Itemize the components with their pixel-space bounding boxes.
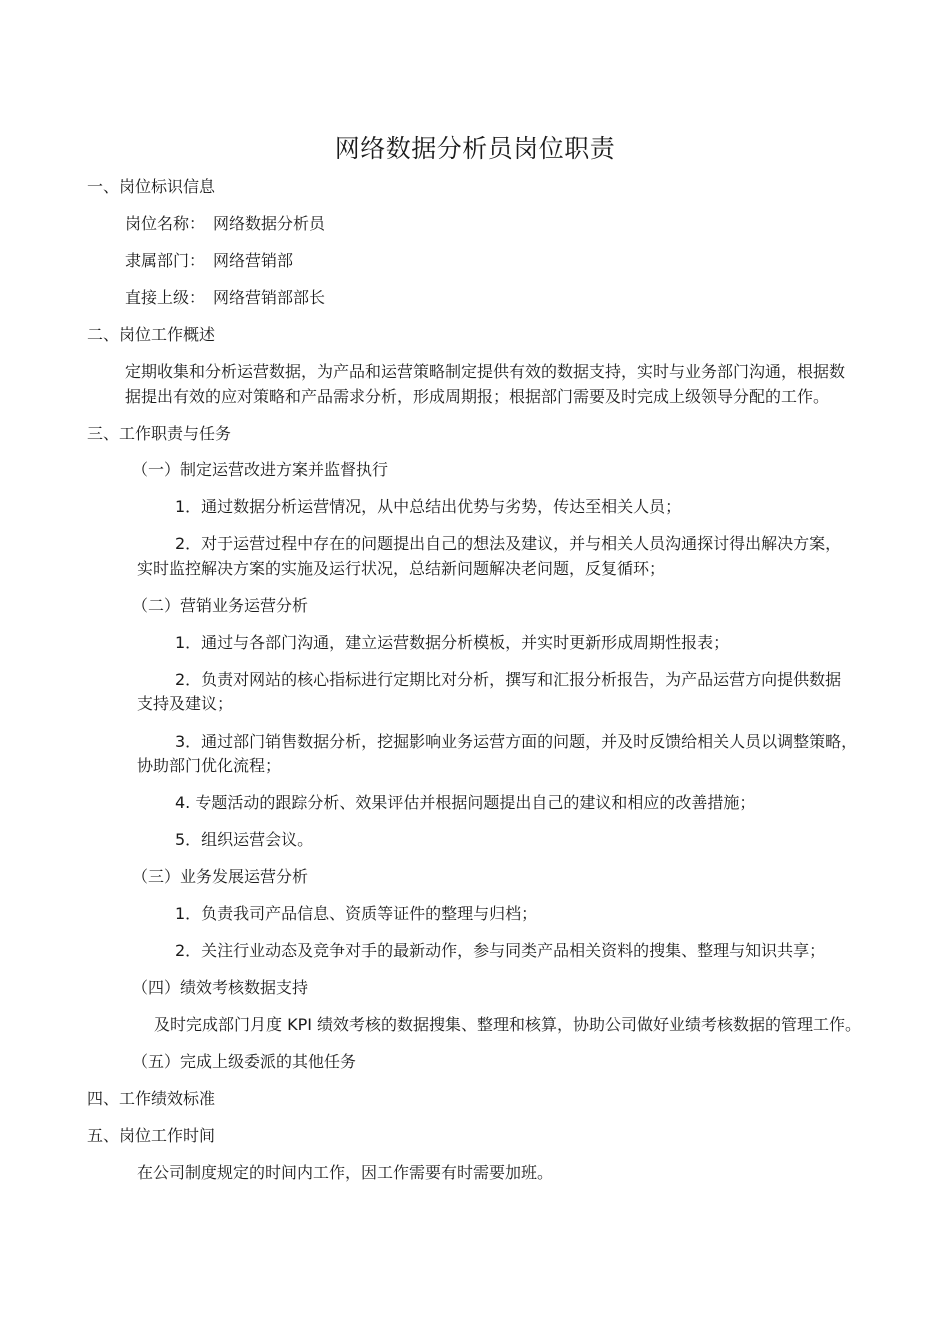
sub-1-item-2-line-1: 2．对于运营过程中存在的问题提出自己的想法及建议，并与相关人员沟通探讨得出解决方案， xyxy=(175,534,842,553)
supervisor-value: 网络营销部部长 xyxy=(213,288,326,307)
overview-line-2: 据提出有效的应对策略和产品需求分析，形成周期报；根据部门需要及时完成上级领导分配的工作。 xyxy=(125,387,830,406)
supervisor-row xyxy=(125,286,325,310)
sub-2-heading: （二）营销业务运营分析 xyxy=(132,596,309,615)
sub-1-heading: （一）制定运营改进方案并监督执行 xyxy=(132,460,389,479)
department-row xyxy=(125,249,293,273)
sub-2-item-4: 4. 专题活动的跟踪分析、效果评估并根据问题提出自己的建议和相应的改善措施； xyxy=(175,793,756,812)
position-name-value: 网络数据分析员 xyxy=(213,214,326,233)
section-5-heading: 五、岗位工作时间 xyxy=(87,1126,216,1145)
section-2-heading: 二、岗位工作概述 xyxy=(87,325,216,344)
sub-1-item-1: 1．通过数据分析运营情况，从中总结出优势与劣势，传达至相关人员； xyxy=(175,497,682,516)
sub-3-item-1: 1．负责我司产品信息、资质等证件的整理与归档； xyxy=(175,904,538,923)
sub-2-item-3-line-2: 协助部门优化流程； xyxy=(137,756,282,775)
sub-5-heading: （五）完成上级委派的其他任务 xyxy=(132,1052,357,1071)
position-name-label: 岗位名称： xyxy=(125,214,206,233)
department-label: 隶属部门： xyxy=(125,251,206,270)
section-1-heading: 一、岗位标识信息 xyxy=(87,177,216,196)
section-3-heading: 三、工作职责与任务 xyxy=(87,424,232,443)
sub-1-item-2-line-2: 实时监控解决方案的实施及运行状况，总结新问题解决老问题，反复循环； xyxy=(137,559,666,578)
sub-3-heading: （三）业务发展运营分析 xyxy=(132,867,309,886)
section-4-heading: 四、工作绩效标准 xyxy=(87,1089,216,1108)
supervisor-label: 直接上级： xyxy=(125,288,206,307)
sub-3-item-2: 2．关注行业动态及竞争对手的最新动作，参与同类产品相关资料的搜集、整理与知识共享； xyxy=(175,941,826,960)
department-value: 网络营销部 xyxy=(213,251,294,270)
overview-line-1: 定期收集和分析运营数据，为产品和运营策略制定提供有效的数据支持，实时与业务部门沟通，根据数 xyxy=(125,362,846,381)
sub-4-paragraph: 及时完成部门月度 KPI 绩效考核的数据搜集、整理和核算，协助公司做好业绩考核数据的管理工作。 xyxy=(154,1015,862,1034)
sub-2-item-1: 1．通过与各部门沟通，建立运营数据分析模板，并实时更新形成周期性报表； xyxy=(175,633,730,652)
sub-2-item-3-line-1: 3．通过部门销售数据分析，挖掘影响业务运营方面的问题，并及时反馈给相关人员以调整策略， xyxy=(175,732,858,751)
sub-2-item-2-line-2: 支持及建议； xyxy=(137,694,234,713)
sub-4-heading: （四）绩效考核数据支持 xyxy=(132,978,309,997)
work-time-paragraph: 在公司制度规定的时间内工作，因工作需要有时需要加班。 xyxy=(137,1163,554,1182)
document-title: 网络数据分析员岗位职责 xyxy=(334,134,616,163)
sub-2-item-2-line-1: 2．负责对网站的核心指标进行定期比对分析，撰写和汇报分析报告，为产品运营方向提供数据 xyxy=(175,670,842,689)
sub-2-item-5: 5．组织运营会议。 xyxy=(175,830,314,849)
position-name-row xyxy=(125,212,325,236)
